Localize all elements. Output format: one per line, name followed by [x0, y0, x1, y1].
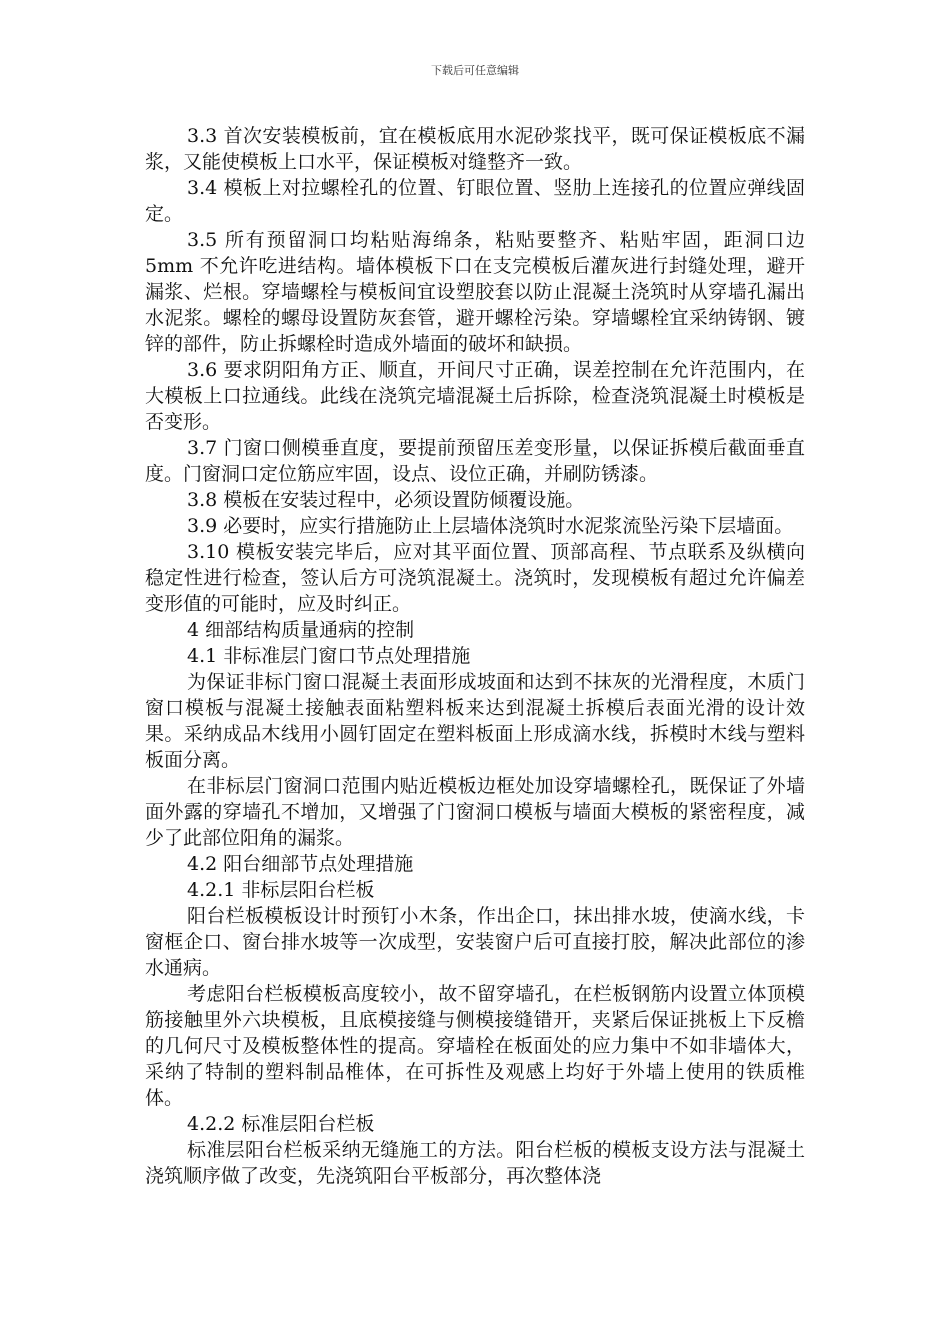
paragraph-3-4: 3.4 模板上对拉螺栓孔的位置、钉眼位置、竖肋上连接孔的位置应弹线固定。	[145, 177, 805, 225]
paragraph-4-2-1-b: 考虑阳台栏板模板高度较小，故不留穿墙孔，在栏板钢筋内设置立体顶模筋接触里外六块模板，且底模接缝与侧模接缝错开，夹紧后保证挑板上下反檐的几何尺寸及模板整体性的提高。穿墙栓在板面处的应力集中不如非墙体大，采纳了特制的塑料制品椎体，在可拆性及观感上均好于外墙上使用的铁质椎体。	[145, 983, 805, 1109]
paragraph-3-8: 3.8 模板在安装过程中，必须设置防倾覆设施。	[187, 489, 585, 511]
paragraph-4-2-1-a: 阳台栏板模板设计时预钉小木条，作出企口，抹出排水坡，使滴水线，卡窗框企口、窗台排水坡等一次成型，安装窗户后可直接打胶，解决此部位的渗水通病。	[145, 905, 805, 979]
document-body	[145, 123, 805, 1189]
paragraph-4-1-b: 在非标层门窗洞口范围内贴近模板边框处加设穿墙螺栓孔，既保证了外墙面外露的穿墙孔不增加，又增强了门窗洞口模板与墙面大模板的紧密程度，减少了此部位阳角的漏浆。	[145, 775, 805, 849]
paragraph-4-1-a: 为保证非标门窗口混凝土表面形成坡面和达到不抹灰的光滑程度，木质门窗口模板与混凝土接触表面粘塑料板来达到混凝土拆模后表面光滑的设计效果。采纳成品木线用小圆钉固定在塑料板面上形成滴水线，拆模时木线与塑料板面分离。	[145, 671, 805, 771]
paragraph-3-10: 3.10 模板安装完毕后，应对其平面位置、顶部高程、节点联系及纵横向稳定性进行检查，签认后方可浇筑混凝土。浇筑时，发现模板有超过允许偏差变形值的可能时，应及时纠正。	[145, 541, 805, 615]
section-heading-4-2: 4.2 阳台细部节点处理措施	[187, 853, 414, 875]
section-heading-4-1: 4.1 非标准层门窗口节点处理措施	[187, 645, 471, 667]
section-heading-4: 4 细部结构质量通病的控制	[187, 619, 415, 641]
section-heading-4-2-2: 4.2.2 标准层阳台栏板	[187, 1113, 375, 1135]
paragraph-3-3: 3.3 首次安装模板前，宜在模板底用水泥砂浆找平，既可保证模板底不漏浆，又能使模板上口水平，保证模板对缝整齐一致。	[145, 125, 805, 173]
section-heading-4-2-1: 4.2.1 非标层阳台栏板	[187, 879, 375, 901]
paragraph-4-2-2-a: 标准层阳台栏板采纳无缝施工的方法。阳台栏板的模板支设方法与混凝土浇筑顺序做了改变，先浇筑阳台平板部分，再次整体浇	[145, 1139, 805, 1187]
paragraph-3-6: 3.6 要求阴阳角方正、顺直，开间尺寸正确，误差控制在允许范围内，在大模板上口拉通线。此线在浇筑完墙混凝土后拆除，检查浇筑混凝土时模板是否变形。	[145, 359, 805, 433]
paragraph-3-5: 3.5 所有预留洞口均粘贴海绵条，粘贴要整齐、粘贴牢固，距洞口边 5mm 不允许吃进结构。墙体模板下口在支完模板后灌灰进行封缝处理，避开漏浆、烂根。穿墙螺栓与模板间宜设塑胶套以防止混凝土浇筑时从穿墙孔漏出水泥浆。螺栓的螺母设置防灰套管，避开螺栓污染。穿墙螺栓宜采纳铸钢、镀锌的部件，防止拆螺栓时造成外墙面的破坏和缺损。	[145, 229, 805, 355]
paragraph-3-9: 3.9 必要时，应实行措施防止上层墙体浇筑时水泥浆流坠污染下层墙面。	[187, 515, 794, 537]
page-header-note: 下载后可任意编辑	[431, 64, 519, 77]
paragraph-3-7: 3.7 门窗口侧模垂直度，要提前预留压差变形量，以保证拆模后截面垂直度。门窗洞口定位筋应牢固，设点、设位正确，并刷防锈漆。	[145, 437, 805, 485]
